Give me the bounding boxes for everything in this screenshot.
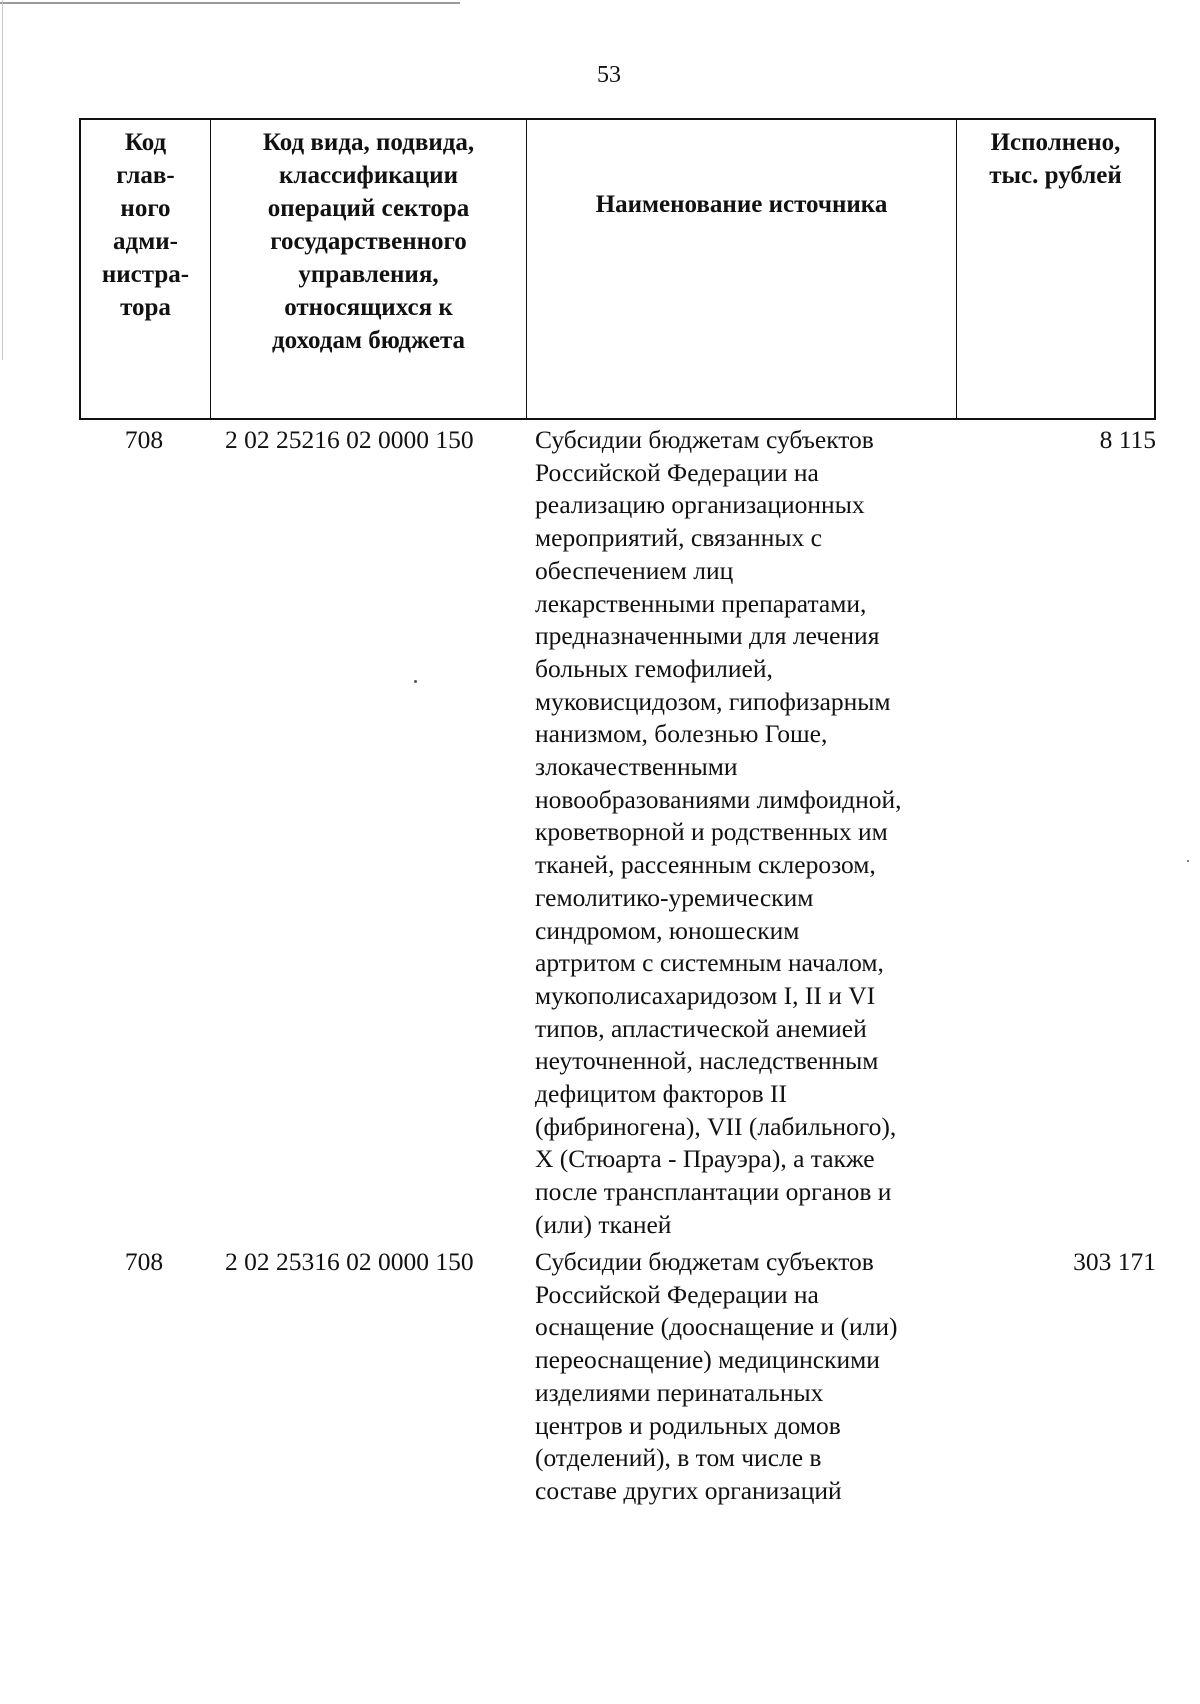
cell-source-name <box>535 424 955 1242</box>
text-line: Российской Федерации на <box>535 1279 819 1309</box>
text-line: муковисцидозом, гипофизарным <box>535 686 891 716</box>
header-line: классификации <box>279 162 458 189</box>
text-line: (фибриногена), VII (лабильного), <box>535 1111 897 1141</box>
header-line: Код <box>124 129 167 156</box>
text-line: кроветворной и родственных им <box>535 817 888 847</box>
text-line: X (Стюарта - Прауэра), а также <box>535 1144 875 1174</box>
text-line: дефицитом факторов II <box>535 1079 787 1109</box>
text-line: после трансплантации органов и <box>535 1177 892 1207</box>
header-admin-code <box>81 120 211 418</box>
header-line: относящихся к <box>284 294 453 321</box>
text-line: типов, апластической анемией <box>535 1013 867 1043</box>
header-line: управления, <box>298 261 439 288</box>
text-line: составе других организаций <box>535 1475 842 1505</box>
cell-executed-amount: 303 171 <box>1073 1247 1156 1276</box>
text-line: (отделений), в том числе в <box>535 1443 822 1473</box>
text-line: Субсидии бюджетам субъектов <box>535 1247 874 1276</box>
scan-speck <box>414 680 417 683</box>
cell-source-name <box>535 1246 955 1508</box>
text-line: тканей, рассеянным склерозом, <box>535 850 876 880</box>
scan-artifact-top-line <box>0 2 460 4</box>
header-line: ного <box>120 195 171 222</box>
cell-executed-amount: 8 115 <box>1099 425 1156 454</box>
header-line: операций сектора <box>267 195 470 222</box>
text-line: обеспечением лиц <box>535 555 734 585</box>
text-line: нанизмом, болезнью Гоше, <box>535 719 828 749</box>
text-line: новообразованиями лимфоидной, <box>535 784 902 814</box>
header-line: доходам бюджета <box>271 327 466 354</box>
text-line: мукополисахаридозом I, II и VI <box>535 980 876 1010</box>
header-executed <box>957 120 1154 418</box>
header-revenue-code <box>211 120 527 418</box>
cell-admin-code: 708 <box>124 1247 164 1276</box>
header-line: Исполнено, <box>990 129 1121 156</box>
cell-revenue-code: 2 02 25216 02 0000 150 <box>225 425 474 454</box>
text-line: больных гемофилией, <box>535 653 773 683</box>
text-line: реализацию организационных <box>535 490 865 520</box>
text-line: гемолитико-уремическим <box>535 882 814 912</box>
text-line: Субсидии бюджетам субъектов <box>535 425 874 454</box>
header-line: нистра- <box>101 261 190 288</box>
header-line: Код вида, подвида, <box>262 129 475 156</box>
text-line: артритом с системным началом, <box>535 948 884 978</box>
header-line: Наименование источника <box>595 191 888 218</box>
header-line: адми- <box>113 228 178 255</box>
text-line: переоснащение) медицинскими <box>535 1345 880 1375</box>
text-line: предназначенными для лечения <box>535 621 880 651</box>
text-line: злокачественными <box>535 752 738 782</box>
scan-speck <box>1187 860 1189 862</box>
text-line: центров и родильных домов <box>535 1410 841 1440</box>
cell-revenue-code: 2 02 25316 02 0000 150 <box>225 1247 474 1276</box>
cell-admin-code: 708 <box>124 425 164 454</box>
text-line: изделиями перинатальных <box>535 1377 824 1407</box>
header-line: тора <box>120 294 171 321</box>
header-line: тыс. рублей <box>989 162 1122 189</box>
header-source-name <box>527 120 957 418</box>
page-number: 53 <box>597 62 621 88</box>
text-line: неуточненной, наследственным <box>535 1046 879 1076</box>
text-line: (или) тканей <box>535 1209 672 1239</box>
scan-artifact-left-edge <box>2 0 3 360</box>
table-header <box>79 118 1156 420</box>
header-line: глав- <box>116 162 175 189</box>
text-line: Российской Федерации на <box>535 457 819 487</box>
header-line: государственного <box>270 228 467 255</box>
text-line: мероприятий, связанных с <box>535 523 822 553</box>
text-line: синдромом, юношеским <box>535 915 800 945</box>
text-line: оснащение (дооснащение и (или) <box>535 1312 898 1342</box>
text-line: лекарственными препаратами, <box>535 588 867 618</box>
